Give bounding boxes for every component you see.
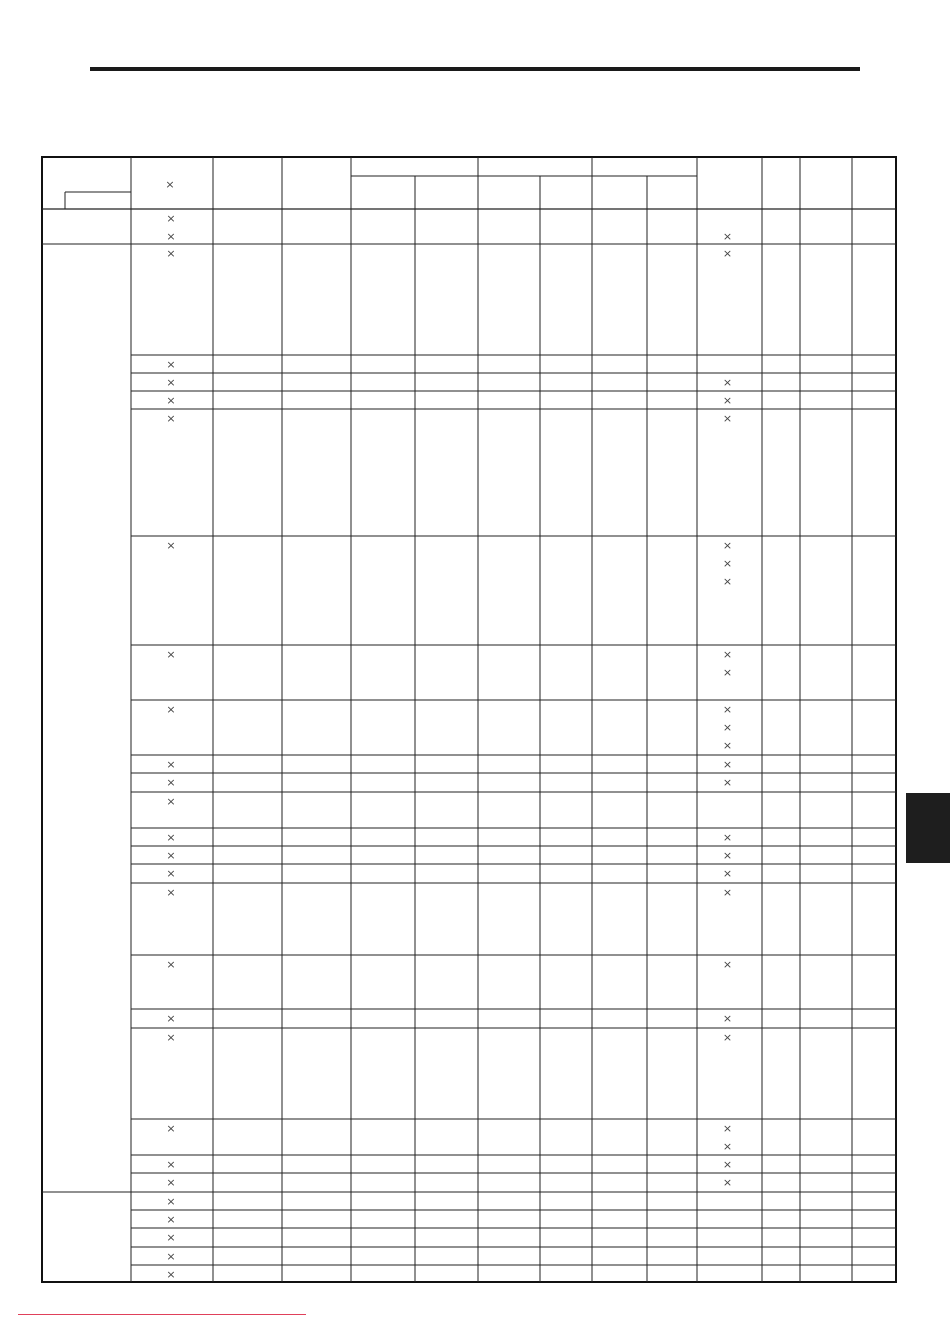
cell-x-mark: × xyxy=(166,1031,176,1044)
cell-x-mark: × xyxy=(722,376,733,389)
cell-x-mark: × xyxy=(722,739,733,752)
cell-x-mark: × xyxy=(166,394,176,407)
cell-x-mark: × xyxy=(722,703,733,716)
cell-x-mark: × xyxy=(166,867,176,880)
cell-x-mark: × xyxy=(722,1012,733,1025)
cell-x-mark: × xyxy=(722,1158,733,1171)
cell-x-mark: × xyxy=(722,666,733,679)
cell-x-mark: × xyxy=(166,1268,176,1281)
cell-x-mark: × xyxy=(722,1140,733,1153)
cell-x-mark: × xyxy=(166,1213,176,1226)
cell-x-mark: × xyxy=(166,958,176,971)
cell-x-mark: × xyxy=(166,247,176,260)
cell-x-mark: × xyxy=(166,230,176,243)
cell-x-mark: × xyxy=(166,758,176,771)
cell-x-mark: × xyxy=(166,539,176,552)
cell-x-mark: × xyxy=(166,1122,176,1135)
cell-x-mark: × xyxy=(166,376,176,389)
cell-x-mark: × xyxy=(722,648,733,661)
cell-x-mark: × xyxy=(166,831,176,844)
cell-x-mark: × xyxy=(722,831,733,844)
cell-x-mark: × xyxy=(722,721,733,734)
cell-x-mark: × xyxy=(722,539,733,552)
cell-x-mark: × xyxy=(166,648,176,661)
cell-x-mark: × xyxy=(722,394,733,407)
cell-x-mark: × xyxy=(722,1031,733,1044)
cell-x-mark: × xyxy=(166,1176,176,1189)
cell-x-mark: × xyxy=(166,1158,176,1171)
cell-x-mark: × xyxy=(166,412,176,425)
cell-x-mark: × xyxy=(166,776,176,789)
cell-x-mark: × xyxy=(722,412,733,425)
cell-x-mark: × xyxy=(722,886,733,899)
cell-x-mark: × xyxy=(722,230,733,243)
cell-x-mark: × xyxy=(166,1250,176,1263)
cell-x-mark: × xyxy=(722,758,733,771)
header-x-mark: × xyxy=(165,178,175,191)
cell-x-mark: × xyxy=(722,867,733,880)
table-border xyxy=(42,157,896,1282)
cell-x-mark: × xyxy=(166,795,176,808)
cell-x-mark: × xyxy=(166,358,176,371)
cell-x-mark: × xyxy=(722,1176,733,1189)
cell-x-mark: × xyxy=(722,1122,733,1135)
cell-x-mark: × xyxy=(722,247,733,260)
cell-x-mark: × xyxy=(166,1231,176,1244)
cell-x-mark: × xyxy=(166,212,176,225)
cell-x-mark: × xyxy=(166,1012,176,1025)
cell-x-mark: × xyxy=(166,1195,176,1208)
cell-x-mark: × xyxy=(166,849,176,862)
cell-x-mark: × xyxy=(166,886,176,899)
cell-x-mark: × xyxy=(722,557,733,570)
cell-x-mark: × xyxy=(722,575,733,588)
cell-x-mark: × xyxy=(166,703,176,716)
cell-x-mark: × xyxy=(722,849,733,862)
cell-x-mark: × xyxy=(722,776,733,789)
cell-x-mark: × xyxy=(722,958,733,971)
